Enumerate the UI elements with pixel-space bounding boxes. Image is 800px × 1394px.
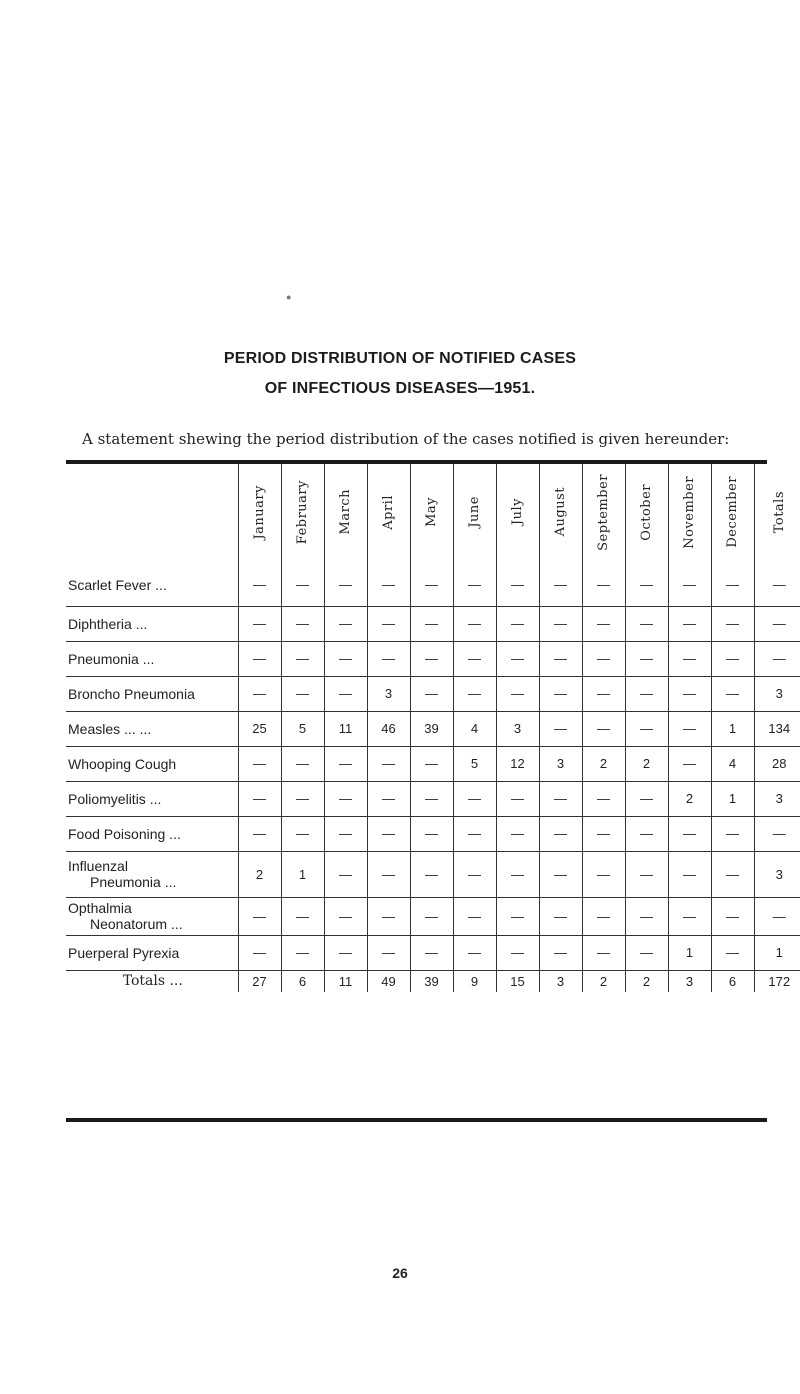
cell-value: 3 [496,711,539,746]
total-value: 172 [754,970,800,992]
cell-value: — [281,746,324,781]
cell-value: — [410,606,453,641]
cell-value: — [453,781,496,816]
column-header-april [367,464,410,564]
total-value: 9 [453,970,496,992]
cell-value: — [582,897,625,935]
cell-value: 2 [582,746,625,781]
cell-value: — [453,564,496,606]
cell-value: — [324,606,367,641]
cell-value: — [238,606,281,641]
cell-value: — [582,816,625,851]
cases-table [66,464,800,992]
column-header-august [539,464,582,564]
cell-value: — [539,781,582,816]
table-row [66,781,800,816]
cell-value: — [625,606,668,641]
cell-value: — [367,641,410,676]
cell-value: — [496,641,539,676]
cell-value: — [668,897,711,935]
cell-value: 4 [453,711,496,746]
cell-value: — [625,816,668,851]
cell-value: — [539,935,582,970]
column-header-july [496,464,539,564]
cell-value: — [367,816,410,851]
column-header-may [410,464,453,564]
cell-value: — [238,641,281,676]
cell-value: — [496,935,539,970]
cell-value: 5 [281,711,324,746]
cell-value: — [367,935,410,970]
cell-value: — [668,711,711,746]
cell-value: — [582,564,625,606]
cell-value: — [539,676,582,711]
cell-value: — [668,816,711,851]
column-header-label: April [381,494,396,530]
column-header-june [453,464,496,564]
table-row [66,641,800,676]
cell-value: — [281,564,324,606]
table-row [66,711,800,746]
column-header-totals [754,464,800,564]
cell-value: — [539,711,582,746]
table-row [66,676,800,711]
cell-value: 1 [711,781,754,816]
cell-value: — [539,564,582,606]
cell-value: — [410,935,453,970]
cell-value: — [711,564,754,606]
cell-value: — [711,897,754,935]
intro-text: A statement shewing the period distribution of the cases notified is given hereunder: [82,430,730,448]
disease-name: Scarlet Fever ... [66,564,238,606]
column-header-label: Totals [771,490,787,534]
cell-value: — [281,641,324,676]
column-header-february [281,464,324,564]
cell-value: — [539,897,582,935]
cell-value: — [324,897,367,935]
cell-value: — [453,851,496,897]
cell-value: — [238,564,281,606]
cell-value: — [582,641,625,676]
cell-value: — [754,564,800,606]
cell-value: — [367,606,410,641]
cell-value: — [754,816,800,851]
disease-name [66,897,238,935]
total-value: 3 [668,970,711,992]
cell-value: — [625,897,668,935]
cell-value: — [410,851,453,897]
cell-value: — [367,746,410,781]
disease-name-line2: Pneumonia ... [90,874,177,890]
cell-value: — [582,851,625,897]
cell-value: — [410,564,453,606]
disease-name [66,851,238,897]
total-value: 2 [582,970,625,992]
cell-value: — [711,606,754,641]
cell-value: — [754,641,800,676]
table-row [66,606,800,641]
disease-name: Poliomyelitis ... [66,781,238,816]
cell-value: — [668,606,711,641]
cell-value: — [238,897,281,935]
cell-value: — [324,851,367,897]
disease-name: Broncho Pneumonia [66,676,238,711]
cell-value: — [281,816,324,851]
total-value: 11 [324,970,367,992]
cell-value: 1 [281,851,324,897]
cell-value: 39 [410,711,453,746]
column-header-label: October [639,483,654,541]
total-value: 27 [238,970,281,992]
disease-name: Puerperal Pyrexia [66,935,238,970]
cell-value: — [625,676,668,711]
cell-value: — [238,746,281,781]
cell-value: 2 [668,781,711,816]
cell-value: — [711,641,754,676]
table-row [66,897,800,935]
cell-value: — [238,935,281,970]
cell-value: — [754,897,800,935]
total-value: 2 [625,970,668,992]
cell-value: — [711,816,754,851]
header-corner [66,464,238,564]
column-header-march [324,464,367,564]
cell-value: 4 [711,746,754,781]
cell-value: — [539,851,582,897]
cell-value: 3 [754,781,800,816]
cell-value: — [625,564,668,606]
cell-value: — [410,746,453,781]
totals-row [66,970,800,992]
total-value: 6 [711,970,754,992]
cell-value: — [668,851,711,897]
cell-value: — [324,816,367,851]
cell-value: 134 [754,711,800,746]
table-row [66,935,800,970]
cell-value: — [410,897,453,935]
cell-value: — [625,781,668,816]
cell-value: — [367,851,410,897]
cell-value: — [410,641,453,676]
cell-value: 12 [496,746,539,781]
disease-name: Measles ... ... [66,711,238,746]
disease-name: Diphtheria ... [66,606,238,641]
cell-value: — [539,816,582,851]
cell-value: — [496,851,539,897]
cell-value: — [496,816,539,851]
cell-value: — [582,676,625,711]
page-number: 26 [392,1265,408,1281]
cell-value: 1 [668,935,711,970]
disease-name-line1: Opthalmia [68,900,132,916]
cell-value: — [668,564,711,606]
page-title: PERIOD DISTRIBUTION OF NOTIFIED CASES [223,350,577,367]
cell-value: — [625,851,668,897]
total-value: 49 [367,970,410,992]
column-header-label: February [295,479,310,545]
cell-value: — [539,606,582,641]
cell-value: — [281,606,324,641]
cell-value: — [496,781,539,816]
cell-value: — [711,676,754,711]
column-header-label: May [424,497,439,527]
cell-value: — [324,746,367,781]
cell-value: — [281,897,324,935]
disease-name-line2: Neonatorum ... [90,916,183,932]
cell-value: — [324,564,367,606]
cell-value: — [367,897,410,935]
column-header-september [582,464,625,564]
cell-value: — [582,606,625,641]
cell-value: — [453,816,496,851]
cell-value: 1 [711,711,754,746]
cell-value: — [367,564,410,606]
column-header-label: January [252,484,267,540]
cell-value: 3 [539,746,582,781]
table-row [66,564,800,606]
cell-value: — [324,641,367,676]
cell-value: 3 [754,676,800,711]
disease-name: Pneumonia ... [66,641,238,676]
cell-value: — [324,935,367,970]
cell-value: 25 [238,711,281,746]
column-header-label: June [467,496,482,528]
total-value: 3 [539,970,582,992]
column-header-label: November [682,475,697,549]
cell-value: — [281,676,324,711]
cell-value: — [410,781,453,816]
cell-value: — [668,676,711,711]
column-header-november [668,464,711,564]
cell-value: — [625,641,668,676]
column-header-label: August [553,487,568,537]
cell-value: — [582,711,625,746]
table-bottom-rule [66,1118,767,1122]
cell-value: — [582,781,625,816]
table-row [66,851,800,897]
total-value: 15 [496,970,539,992]
cell-value: — [410,676,453,711]
cell-value: — [539,641,582,676]
table-row [66,746,800,781]
cell-value: — [668,641,711,676]
cell-value: 28 [754,746,800,781]
disease-name: Whooping Cough [66,746,238,781]
cell-value: 2 [625,746,668,781]
cell-value: — [410,816,453,851]
totals-label: Totals ... [122,973,183,990]
column-header-december [711,464,754,564]
cell-value: — [324,781,367,816]
cell-value: — [453,606,496,641]
cell-value: — [324,676,367,711]
cell-value: — [625,935,668,970]
total-value: 39 [410,970,453,992]
cell-value: — [453,897,496,935]
cell-value: 3 [367,676,410,711]
cell-value: — [238,816,281,851]
cell-value: 46 [367,711,410,746]
cell-value: — [453,641,496,676]
column-header-label: March [338,489,353,535]
cell-value: 2 [238,851,281,897]
cell-value: — [496,564,539,606]
cell-value: 11 [324,711,367,746]
cell-value: — [496,897,539,935]
column-header-october [625,464,668,564]
column-header-label: July [510,498,525,526]
table-row [66,816,800,851]
column-header-january [238,464,281,564]
cell-value: — [625,711,668,746]
cell-value: — [582,935,625,970]
cell-value: — [281,781,324,816]
cell-value: — [496,606,539,641]
cell-value: — [281,935,324,970]
cell-value: — [754,606,800,641]
disease-name: Food Poisoning ... [66,816,238,851]
cell-value: — [496,676,539,711]
cell-value: — [238,781,281,816]
cell-value: — [453,935,496,970]
stray-mark: ● [286,292,292,302]
cell-value: 1 [754,935,800,970]
cell-value: — [367,781,410,816]
page-subtitle: OF INFECTIOUS DISEASES—1951. [264,380,536,397]
cell-value: — [238,676,281,711]
cell-value: — [453,676,496,711]
cell-value: — [711,935,754,970]
cell-value: — [668,746,711,781]
cell-value: — [711,851,754,897]
column-header-label: December [725,476,740,548]
total-value: 6 [281,970,324,992]
disease-name-line1: Influenzal [68,858,128,874]
cell-value: 3 [754,851,800,897]
column-header-label: September [596,473,611,551]
cell-value: 5 [453,746,496,781]
